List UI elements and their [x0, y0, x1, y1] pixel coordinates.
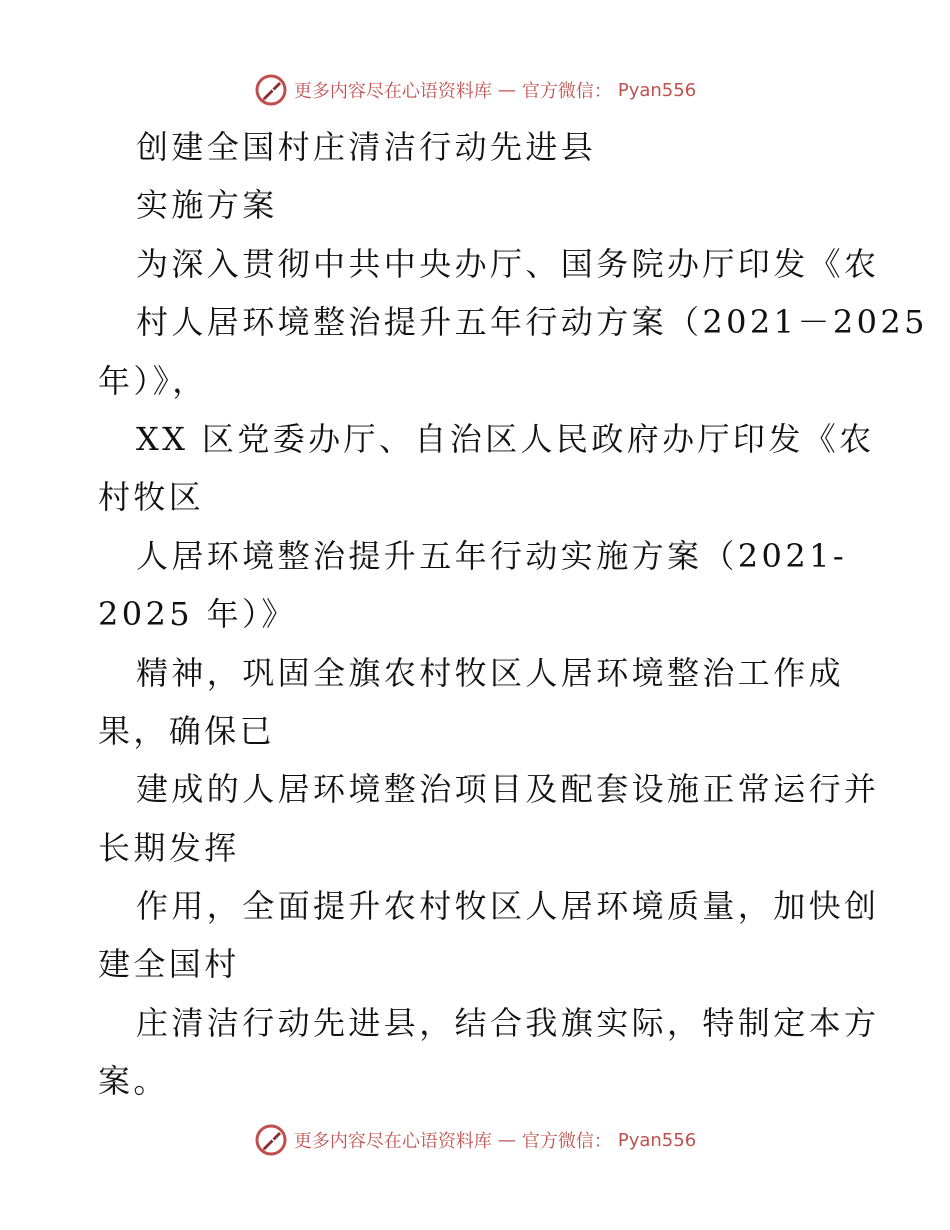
paragraph-line: 为深入贯彻中共中央办厅、国务院办厅印发《农 — [136, 244, 880, 283]
paragraph-line: XX 区党委办厅、自治区人民政府办厅印发《农 — [136, 419, 875, 458]
watermark-handle: Pyan556 — [617, 1129, 697, 1151]
paragraph-line: 精神，巩固全旗农村牧区人居环境整治工作成 — [136, 653, 845, 692]
paragraph-line: 2025 年）》 — [98, 595, 297, 634]
paragraph-line: 案。 — [98, 1062, 169, 1101]
doc-subtitle-line: 实施方案 — [136, 186, 278, 225]
watermark-label: 官方微信： — [521, 81, 612, 102]
pen-logo-icon — [254, 73, 288, 107]
paragraph-line: 村牧区 — [98, 478, 205, 517]
watermark-separator: — — [497, 1129, 516, 1151]
footer-watermark — [0, 1120, 950, 1160]
watermark-text: 更多内容尽在心语资料库 — [293, 1131, 492, 1152]
paragraph-line: 年）》， — [98, 361, 208, 400]
pen-logo-icon — [254, 1123, 288, 1157]
paragraph-line: 作用，全面提升农村牧区人居环境质量，加快创 — [136, 887, 880, 926]
paragraph-line: 建成的人居环境整治项目及配套设施正常运行并 — [136, 770, 880, 809]
watermark-text: 更多内容尽在心语资料库 — [293, 81, 492, 102]
paragraph-line: 人居环境整治提升五年行动实施方案（2021- — [136, 536, 848, 575]
watermark-separator: — — [497, 79, 516, 101]
paragraph-line: 长期发挥 — [98, 828, 240, 867]
paragraph-line: 果，确保已 — [98, 711, 276, 750]
document-body — [98, 118, 928, 1111]
doc-title-line: 创建全国村庄清洁行动先进县 — [136, 128, 597, 166]
paragraph-line: 村人居环境整治提升五年行动方案（2021－2025 — [136, 303, 928, 342]
header-watermark — [0, 70, 950, 110]
paragraph-line: 建全国村 — [98, 945, 240, 984]
watermark-handle: Pyan556 — [617, 79, 697, 101]
watermark-label: 官方微信： — [521, 1131, 612, 1152]
paragraph-line: 庄清洁行动先进县，结合我旗实际，特制定本方 — [136, 1003, 880, 1042]
